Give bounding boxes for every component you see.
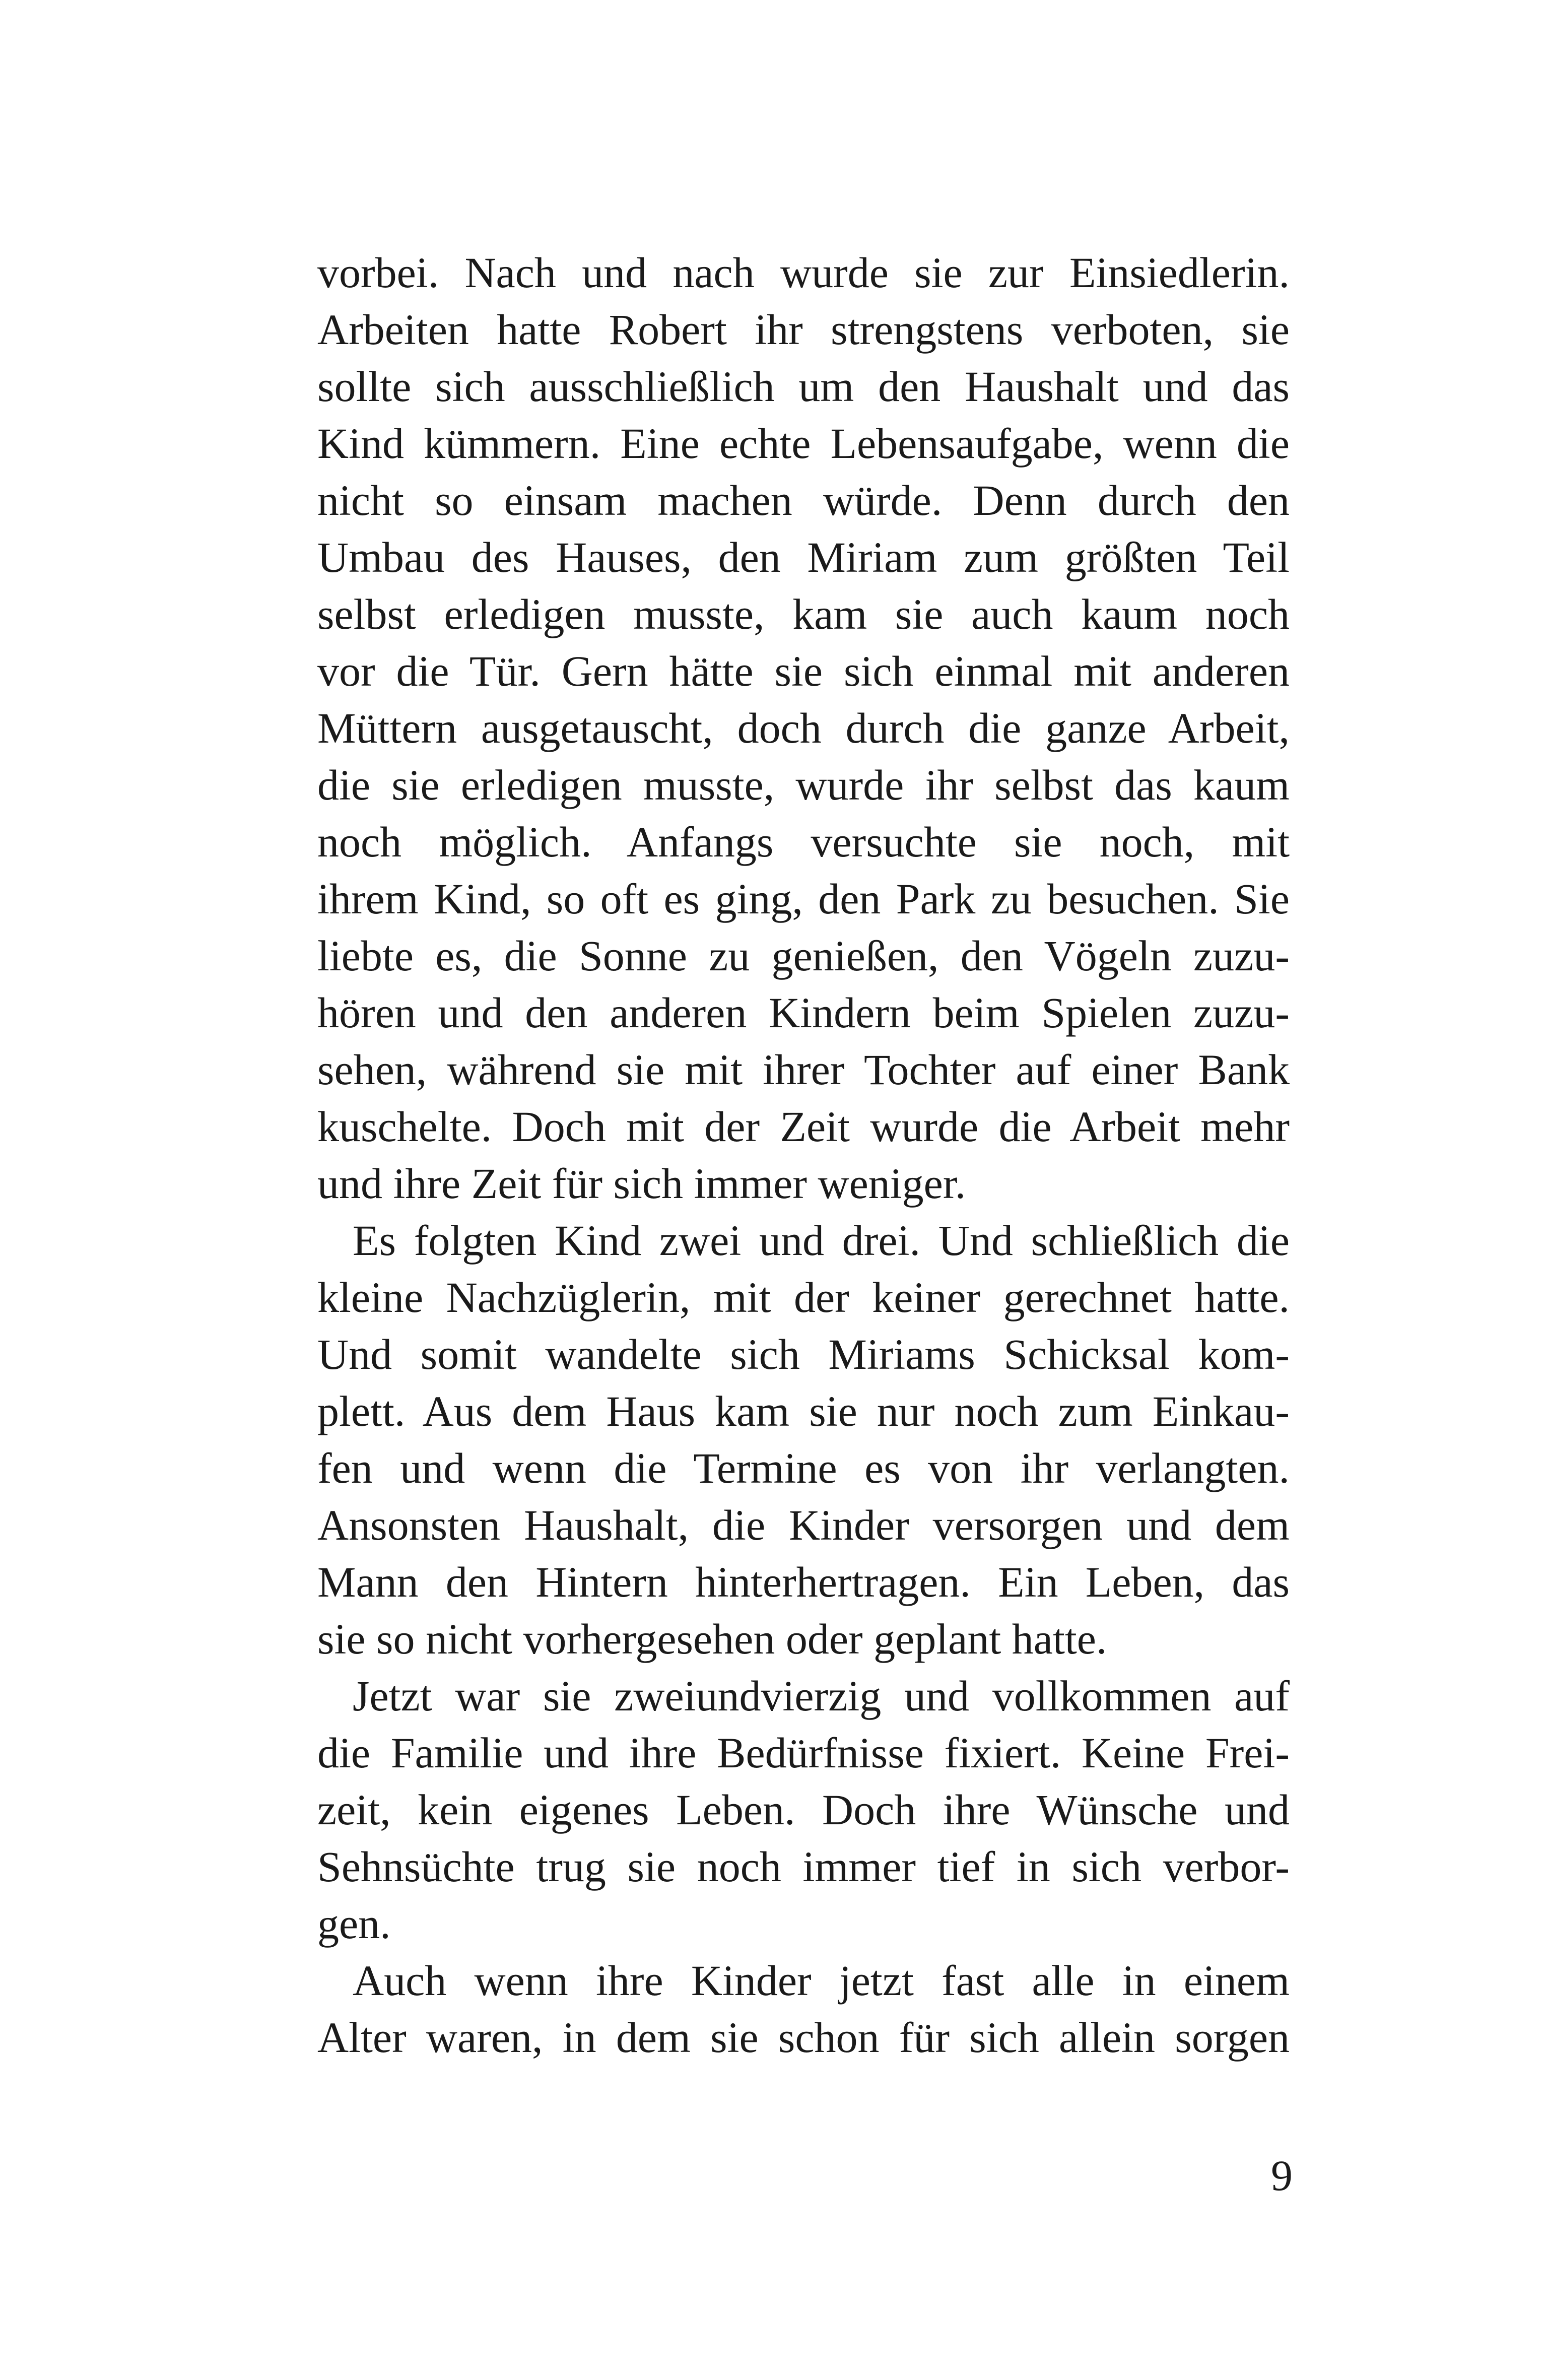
text-line: liebte es, die Sonne zu genießen, den Vögeln zuzu- [317, 932, 1290, 980]
text-line: Umbau des Hauses, den Miriam zum größten Teil [317, 533, 1290, 581]
text-line: plett. Aus dem Haus kam sie nur noch zum Einkau- [317, 1387, 1290, 1435]
text-line: fen und wenn die Termine es von ihr verlangten. [317, 1444, 1290, 1492]
text-line: Müttern ausgetauscht, doch durch die ganze Arbeit, [317, 704, 1290, 752]
text-line: Sehnsüchte trug sie noch immer tief in sich verbor- [317, 1842, 1290, 1891]
text-line: sie so nicht vorhergesehen oder geplant hatte. [317, 1615, 1107, 1663]
text-line: und ihre Zeit für sich immer weniger. [317, 1159, 966, 1208]
text-line: Mann den Hintern hinterhertragen. Ein Leben, das [317, 1558, 1290, 1606]
text-line: Jetzt war sie zweiundvierzig und vollkommen auf [353, 1672, 1290, 1720]
text-line: hören und den anderen Kindern beim Spielen zuzu- [317, 988, 1290, 1037]
text-line: Und somit wandelte sich Miriams Schicksal kom- [317, 1330, 1290, 1378]
text-line: Ansonsten Haushalt, die Kinder versorgen und dem [317, 1501, 1290, 1549]
text-line: sollte sich ausschließlich um den Haushalt und das [317, 362, 1290, 411]
text-line: die sie erledigen musste, wurde ihr selbst das kaum [317, 761, 1290, 809]
text-line: selbst erledigen musste, kam sie auch kaum noch [317, 590, 1290, 638]
text-line: sehen, während sie mit ihrer Tochter auf einer Bank [317, 1045, 1290, 1094]
text-line: Auch wenn ihre Kinder jetzt fast alle in einem [353, 1956, 1290, 2005]
text-line: Arbeiten hatte Robert ihr strengstens verboten, sie [317, 305, 1290, 354]
text-line: die Familie und ihre Bedürfnisse fixiert. Keine Frei- [317, 1729, 1290, 1777]
text-line: Alter waren, in dem sie schon für sich allein sorgen [317, 2013, 1290, 2062]
body-text [317, 244, 1290, 2066]
text-line: gen. [317, 1899, 391, 1948]
paragraph [317, 1952, 1290, 2066]
text-line: noch möglich. Anfangs versuchte sie noch, mit [317, 818, 1290, 866]
text-line: Es folgten Kind zwei und drei. Und schließlich die [353, 1216, 1290, 1265]
paragraph [317, 1668, 1290, 1952]
paragraph [317, 1212, 1290, 1668]
text-line: nicht so einsam machen würde. Denn durch den [317, 476, 1290, 524]
text-line: ihrem Kind, so oft es ging, den Park zu besuchen. Sie [317, 875, 1290, 923]
text-line: kuschelte. Doch mit der Zeit wurde die Arbeit mehr [317, 1102, 1290, 1151]
text-line: kleine Nachzüglerin, mit der keiner gerechnet hatte. [317, 1273, 1290, 1321]
text-line: vorbei. Nach und nach wurde sie zur Einsiedlerin. [317, 248, 1290, 297]
text-line: Kind kümmern. Eine echte Lebensaufgabe, wenn die [317, 419, 1290, 468]
text-line: zeit, kein eigenes Leben. Doch ihre Wünsche und [317, 1786, 1290, 1834]
page-number: 9 [1271, 2151, 1293, 2200]
paragraph [317, 244, 1290, 1212]
text-line: vor die Tür. Gern hätte sie sich einmal mit anderen [317, 647, 1290, 695]
